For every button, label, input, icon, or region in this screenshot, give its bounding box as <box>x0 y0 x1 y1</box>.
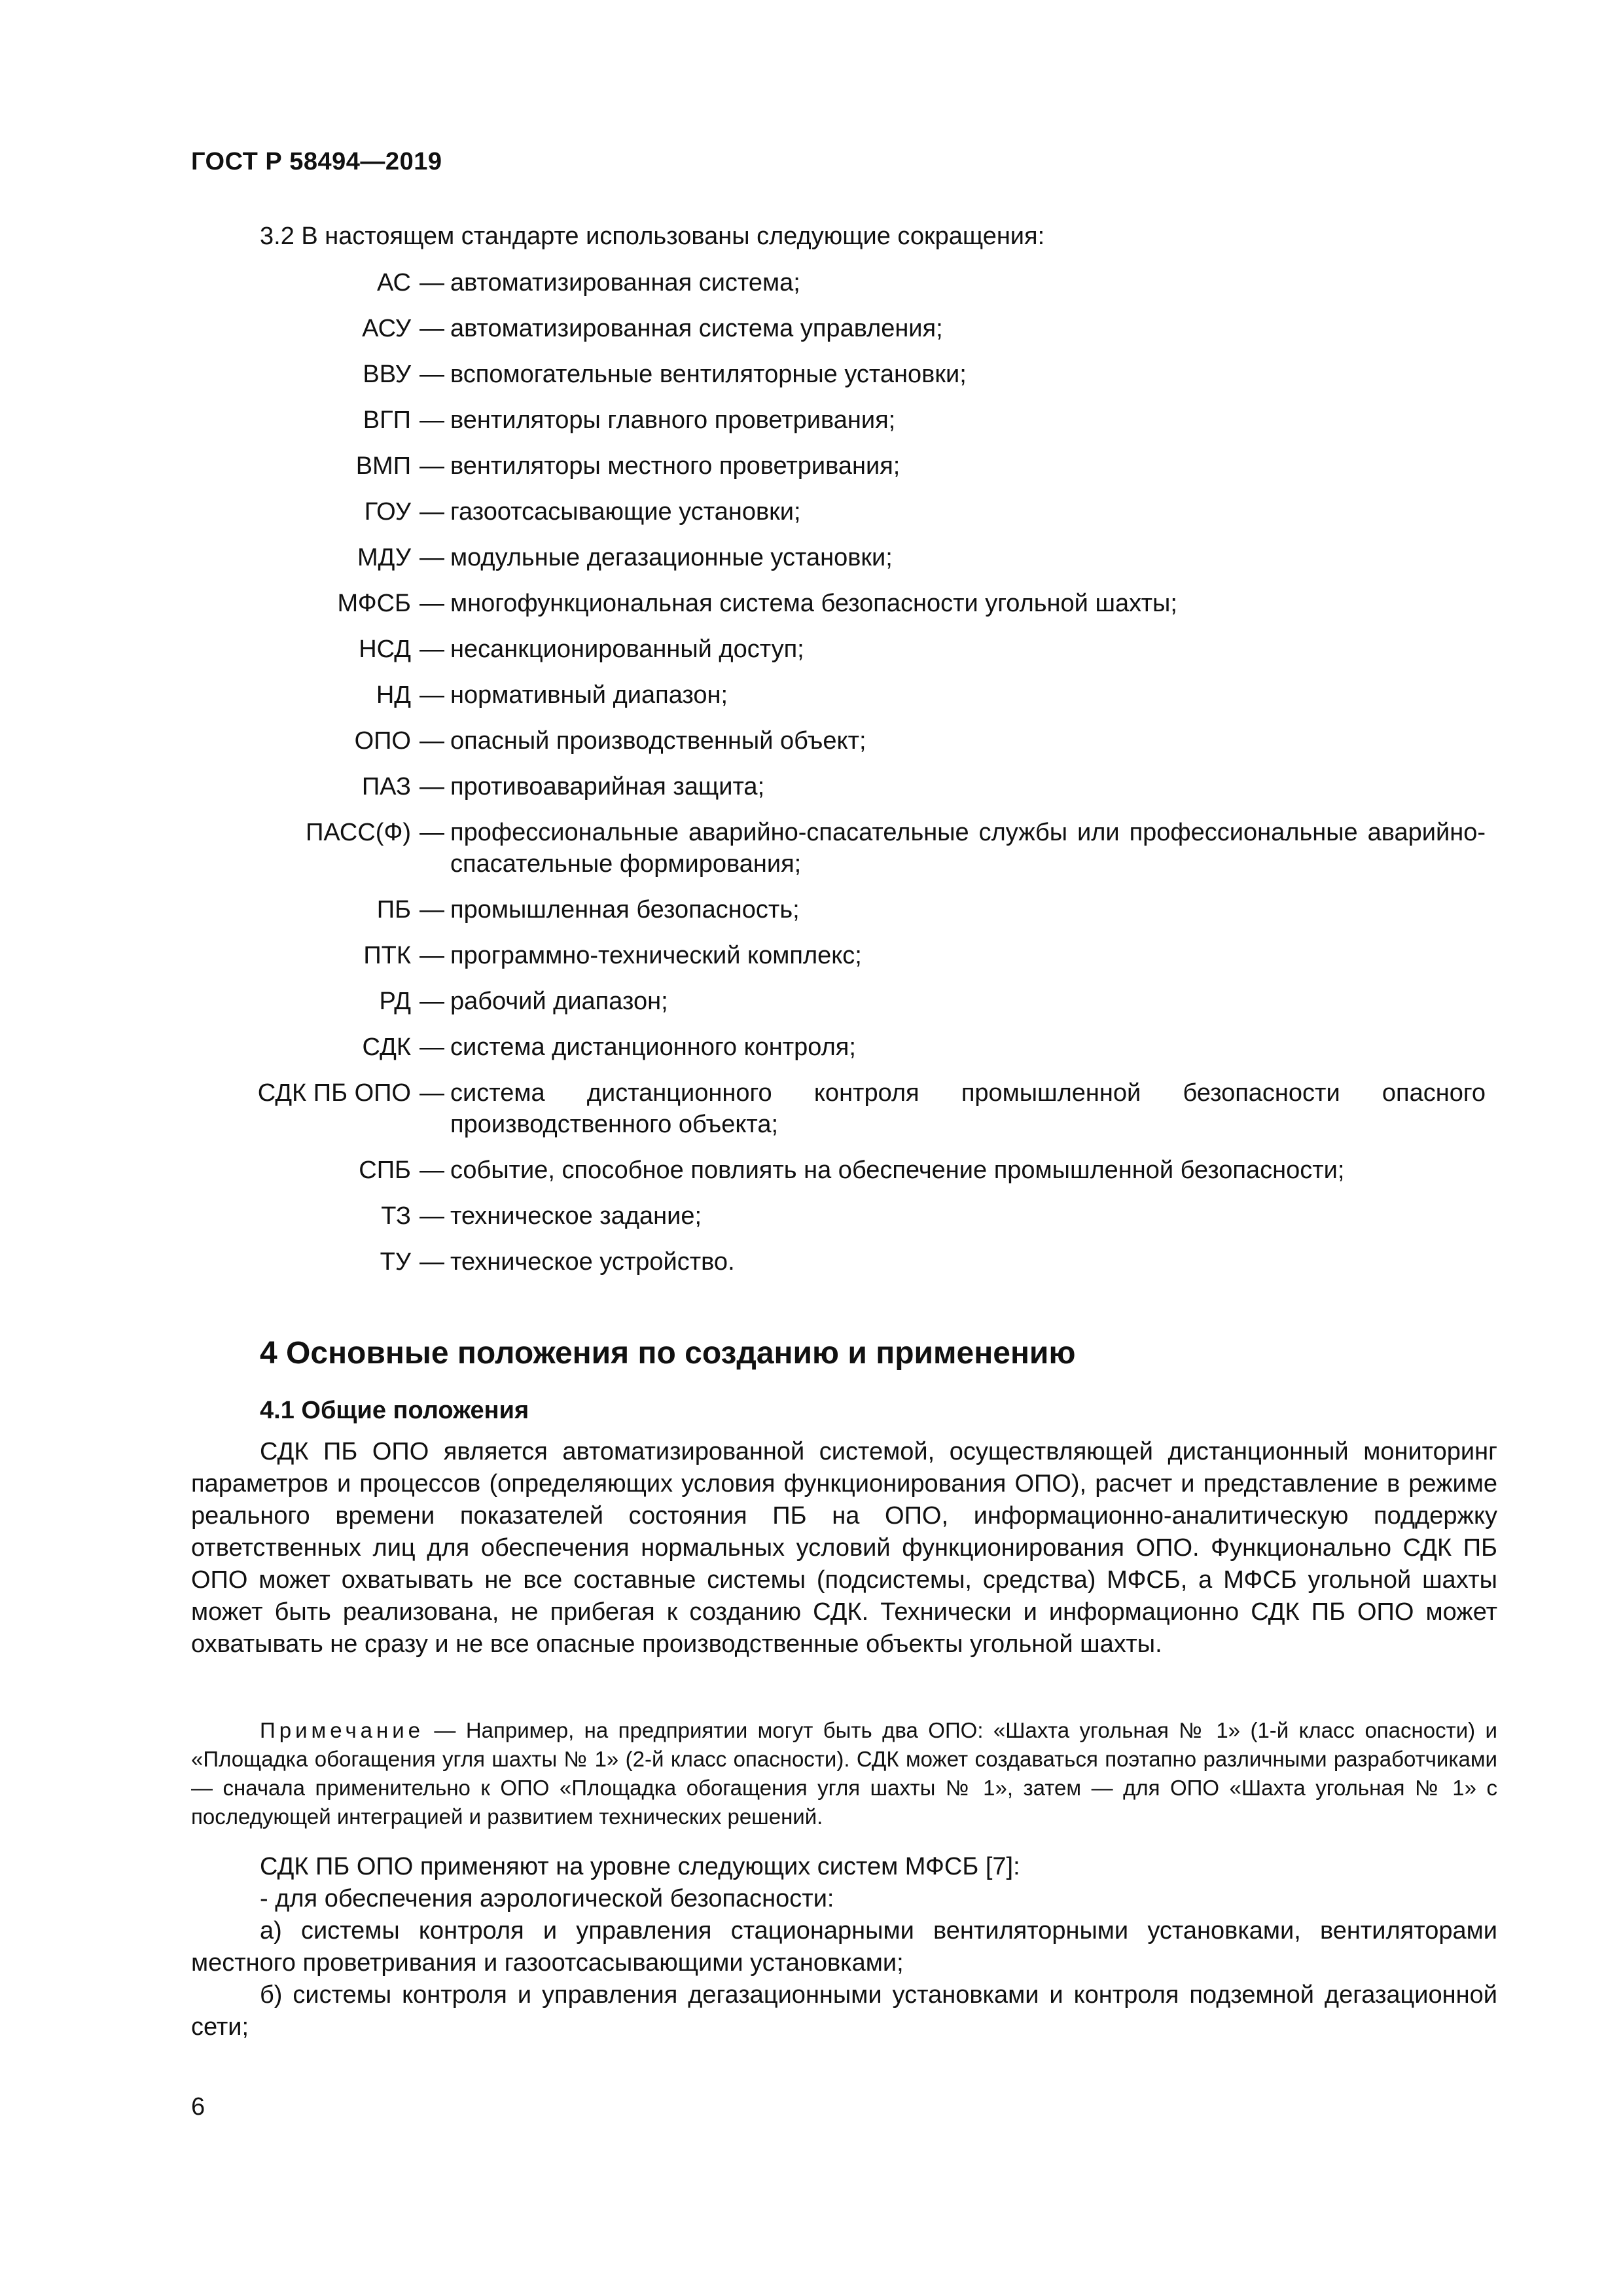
abbreviation-dash: — <box>419 498 444 526</box>
note-block <box>191 1716 1497 1831</box>
abbreviation-definition: противоаварийная защита; <box>450 773 765 800</box>
abbreviation-row <box>191 267 1486 298</box>
abbreviation-dash: — <box>419 452 444 480</box>
abbreviation-definition: автоматизированная система управления; <box>450 315 943 342</box>
abbreviation-term: ТЗ <box>381 1202 411 1230</box>
abbreviation-dash: — <box>419 942 444 969</box>
abbreviation-row <box>191 986 1486 1017</box>
abbreviation-term: ТУ <box>380 1248 411 1276</box>
abbreviation-dash: — <box>419 988 444 1015</box>
abbreviation-dash: — <box>419 544 444 571</box>
abbreviations-intro: 3.2 В настоящем стандарте использованы следующие сокращения: <box>260 223 1045 250</box>
page-number: 6 <box>191 2093 205 2121</box>
abbreviation-term: АС <box>377 269 411 296</box>
abbreviation-row <box>191 771 1486 802</box>
abbreviation-definition: несанкционированный доступ; <box>450 636 804 663</box>
abbreviation-row <box>191 1246 1486 1278</box>
abbreviation-dash: — <box>419 773 444 800</box>
abbreviation-definition: техническое устройство. <box>450 1248 735 1276</box>
abbreviations-list <box>191 267 1486 1292</box>
abbreviation-row <box>191 1155 1486 1186</box>
abbreviation-row <box>191 542 1486 573</box>
abbreviation-row <box>191 450 1486 482</box>
abbreviation-dash: — <box>419 819 444 846</box>
paragraph-general-provisions: СДК ПБ ОПО является автоматизированной системой, осуществляющей дистанционный мониторинг параметров и процессов (определяющих условия функционирования ОПО), расчет и представление в режиме реального времени показателей состояния ПБ на ОПО, информационно-аналитическую поддержку ответственных лиц для обеспечения нормальных условий функционирования ОПО. Функционально СДК ПБ ОПО может охватывать не все составные системы (подсистемы, средства) МФСБ, а МФСБ угольной шахты может быть реализована, не прибегая к созданию СДК. Технически и информационно СДК ПБ ОПО может охватывать не сразу и не все опасные производственные объекты угольной шахты. <box>191 1438 1497 1658</box>
abbreviation-definition: рабочий диапазон; <box>450 988 668 1015</box>
abbreviation-row <box>191 940 1486 971</box>
abbreviation-row <box>191 679 1486 711</box>
abbreviation-row <box>191 1077 1486 1140</box>
abbreviation-term: ВВУ <box>363 361 411 388</box>
abbreviation-definition: модульные дегазационные установки; <box>450 544 893 571</box>
abbreviation-term: ПБ <box>376 896 411 924</box>
abbreviation-definition: опасный производственный объект; <box>450 727 866 755</box>
abbreviation-row <box>191 1200 1486 1232</box>
abbreviation-row <box>191 404 1486 436</box>
abbreviation-term: ПАСС(Ф) <box>306 819 411 846</box>
abbreviation-term: НСД <box>359 636 411 663</box>
abbreviation-row <box>191 817 1486 880</box>
abbreviation-term: ГОУ <box>364 498 411 526</box>
abbreviation-dash: — <box>419 590 444 617</box>
abbreviation-definition: программно-технический комплекс; <box>450 942 862 969</box>
abbreviation-dash: — <box>419 1033 444 1061</box>
abbreviation-definition: вспомогательные вентиляторные установки; <box>450 361 967 388</box>
abbreviation-definition: автоматизированная система; <box>450 269 800 296</box>
abbreviation-term: ПАЗ <box>361 773 411 800</box>
abbreviation-dash: — <box>419 636 444 663</box>
abbreviation-definition: многофункциональная система безопасности угольной шахты; <box>450 590 1177 617</box>
abbreviation-term: МДУ <box>357 544 411 571</box>
abbreviation-term: АСУ <box>362 315 411 342</box>
abbreviation-definition: нормативный диапазон; <box>450 681 728 709</box>
abbreviation-term: ВМП <box>355 452 411 480</box>
abbreviation-row <box>191 894 1486 925</box>
abbreviation-term: РД <box>379 988 411 1015</box>
abbreviation-definition: промышленная безопасность; <box>450 896 800 924</box>
abbreviation-dash: — <box>419 727 444 755</box>
abbreviation-dash: — <box>419 1157 444 1184</box>
abbreviation-term: СПБ <box>359 1157 411 1184</box>
systems-list-item-b: б) системы контроля и управления дегазационными установками и контроля подземной дегазационной сети; <box>191 1981 1497 2041</box>
abbreviation-definition: вентиляторы местного проветривания; <box>450 452 901 480</box>
abbreviation-definition: система дистанционного контроля; <box>450 1033 856 1061</box>
abbreviation-row <box>191 1031 1486 1063</box>
abbreviation-term: ОПО <box>354 727 411 755</box>
abbreviation-term: НД <box>376 681 411 709</box>
abbreviation-dash: — <box>419 1248 444 1276</box>
abbreviation-definition: профессиональные аварийно-спасательные службы или профессиональные аварийно-спасательные формирования; <box>450 819 1486 878</box>
systems-list-item-a: а) системы контроля и управления стационарными вентиляторными установками, вентиляторами местного проветривания и газоотсасывающими установками; <box>191 1917 1497 1977</box>
abbreviation-dash: — <box>419 361 444 388</box>
document-header: ГОСТ Р 58494—2019 <box>191 148 442 175</box>
abbreviation-definition: техническое задание; <box>450 1202 702 1230</box>
abbreviation-dash: — <box>419 406 444 434</box>
abbreviation-row <box>191 313 1486 344</box>
abbreviation-definition: газоотсасывающие установки; <box>450 498 801 526</box>
abbreviation-row <box>191 496 1486 528</box>
abbreviation-term: СДК ПБ ОПО <box>257 1079 411 1107</box>
abbreviation-definition: система дистанционного контроля промышленной безопасности опасного производственного объекта; <box>450 1079 1486 1138</box>
abbreviation-definition: событие, способное повлиять на обеспечение промышленной безопасности; <box>450 1157 1345 1184</box>
abbreviation-term: ПТК <box>363 942 411 969</box>
abbreviation-dash: — <box>419 896 444 924</box>
abbreviation-dash: — <box>419 1079 444 1107</box>
abbreviation-dash: — <box>419 315 444 342</box>
abbreviation-dash: — <box>419 1202 444 1230</box>
abbreviation-row <box>191 588 1486 619</box>
systems-list <box>191 1851 1497 2043</box>
abbreviation-term: ВГП <box>363 406 411 434</box>
abbreviation-term: СДК <box>362 1033 411 1061</box>
abbreviation-definition: вентиляторы главного проветривания; <box>450 406 896 434</box>
note-text: — Например, на предприятии могут быть два ОПО: «Шахта угольная № 1» (1-й класс опасности) и «Площадка обогащения угля шахты № 1» (2-й класс опасности). СДК может создаваться поэтапно различными разработчиками — сначала применительно к ОПО «Площадка обогащения угля шахты № 1», затем — для ОПО «Шахта угольная № 1» с последующей интеграцией и развитием технических решений. <box>191 1718 1497 1829</box>
abbreviation-row <box>191 725 1486 757</box>
subsection-title: 4.1 Общие положения <box>260 1397 529 1424</box>
section-title: 4 Основные положения по созданию и применению <box>260 1336 1076 1371</box>
abbreviation-row <box>191 634 1486 665</box>
abbreviation-dash: — <box>419 269 444 296</box>
abbreviation-term: МФСБ <box>337 590 411 617</box>
systems-list-group: - для обеспечения аэрологической безопасности: <box>260 1885 834 1912</box>
abbreviation-dash: — <box>419 681 444 709</box>
note-label: Примечание <box>260 1718 425 1742</box>
abbreviation-row <box>191 359 1486 390</box>
systems-list-lead: СДК ПБ ОПО применяют на уровне следующих систем МФСБ [7]: <box>260 1853 1020 1880</box>
